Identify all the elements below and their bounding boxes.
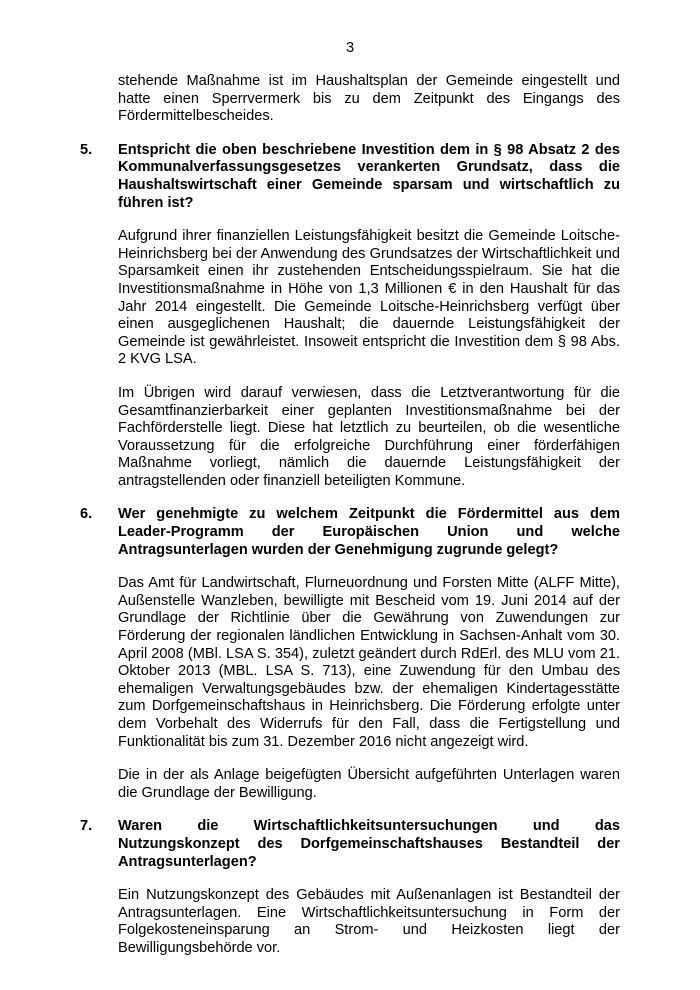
question-6: [80, 506, 620, 559]
question-text: Entspricht die oben beschriebene Investition dem in § 98 Absatz 2 des Kommunalverfassungsgesetzes verankerten Grundsatz, dass die Haushaltswirtschaft einer Gemeinde sparsam und wirtschaftlich zu führen ist?: [118, 141, 620, 211]
question-text: Wer genehmigte zu welchem Zeitpunkt die Fördermittel aus dem Leader-Programm der Europäischen Union und welche Antragsunterlagen wurden der Genehmigung zugrunde gelegt?: [118, 506, 620, 558]
question-5: [80, 142, 620, 212]
question-number: 5.: [80, 141, 93, 158]
answer-paragraph: Aufgrund ihrer finanziellen Leistungsfähigkeit besitzt die Gemeinde Loitsche-Heinrichsberg bei der Anwendung des Grundsatzes der Wirtschaftlichkeit und Sparsamkeit einen ihr zustehenden Entscheidungsspielraum. Sie hat die Investitionsmaßnahme in Höhe von 1,3 Millionen € in den Haushalt für das Jahr 2014 eingestellt. Die Gemeinde Loitsche-Heinrichsberg verfügt über einen ausgeglichenen Haushalt; die dauernde Leistungsfähigkeit der Gemeinde ist gewährleistet. Insoweit entspricht die Investition dem § 98 Abs. 2 KVG LSA.: [118, 228, 620, 368]
question-number: 6.: [80, 506, 93, 523]
intro-paragraph: stehende Maßnahme ist im Haushaltsplan der Gemeinde eingestellt und hatte einen Sperrvermerk bis zu dem Zeitpunkt des Eingangs des Fördermittelbescheides.: [118, 73, 620, 125]
page-number: 3: [345, 40, 355, 56]
answer-paragraph: Das Amt für Landwirtschaft, Flurneuordnung und Forsten Mitte (ALFF Mitte), Außenstelle Wanzleben, bewilligte mit Bescheid vom 19. Juni 2014 auf der Grundlage der Richtlinie über die Gewährung von Zuwendungen zur Förderung der regionalen ländlichen Entwicklung in Sachsen-Anhalt vom 30. April 2008 (MBl. LSA S. 354), zuletzt geändert durch RdErl. des MLU vom 21. Oktober 2013 (MBL. LSA S. 713), eine Zuwendung für den Umbau des ehemaligen Verwaltungsgebäudes bzw. der ehemaligen Kindertagesstätte zum Dorfgemeinschaftshaus in Heinrichsberg. Die Förderung erfolgte unter dem Vorbehalt des Widerrufs für den Fall, dass die Fertigstellung und Funktionalität bis zum 31. Dezember 2016 nicht angezeigt wird.: [118, 575, 620, 750]
question-text: Waren die Wirtschaftlichkeitsuntersuchungen und das Nutzungskonzept des Dorfgemeinschaftshauses Bestandteil der Antragsunterlagen?: [118, 818, 620, 870]
answer-paragraph: Die in der als Anlage beigefügten Übersicht aufgeführten Unterlagen waren die Grundlage der Bewilligung.: [118, 767, 620, 801]
document-body: [80, 73, 620, 958]
question-7: [80, 818, 620, 871]
question-number: 7.: [80, 818, 93, 835]
answer-paragraph: Im Übrigen wird darauf verwiesen, dass die Letztverantwortung für die Gesamtfinanzierbarkeit einer geplanten Investitionsmaßnahme bei der Fachförderstelle liegt. Diese hat letztlich zu beurteilen, ob die wesentliche Voraussetzung für die erfolgreiche Durchführung einer förderfähigen Maßnahme vorliegt, nämlich die dauernde Leistungsfähigkeit der antragstellenden oder finanziell beteiligten Kommune.: [118, 384, 620, 489]
answer-paragraph: Ein Nutzungskonzept des Gebäudes mit Außenanlagen ist Bestandteil der Antragsunterlagen. Eine Wirtschaftlichkeitsuntersuchung in Form der Folgekosteneinsparung an Strom- und Heizkosten liegt der Bewilligungsbehörde vor.: [118, 887, 620, 956]
